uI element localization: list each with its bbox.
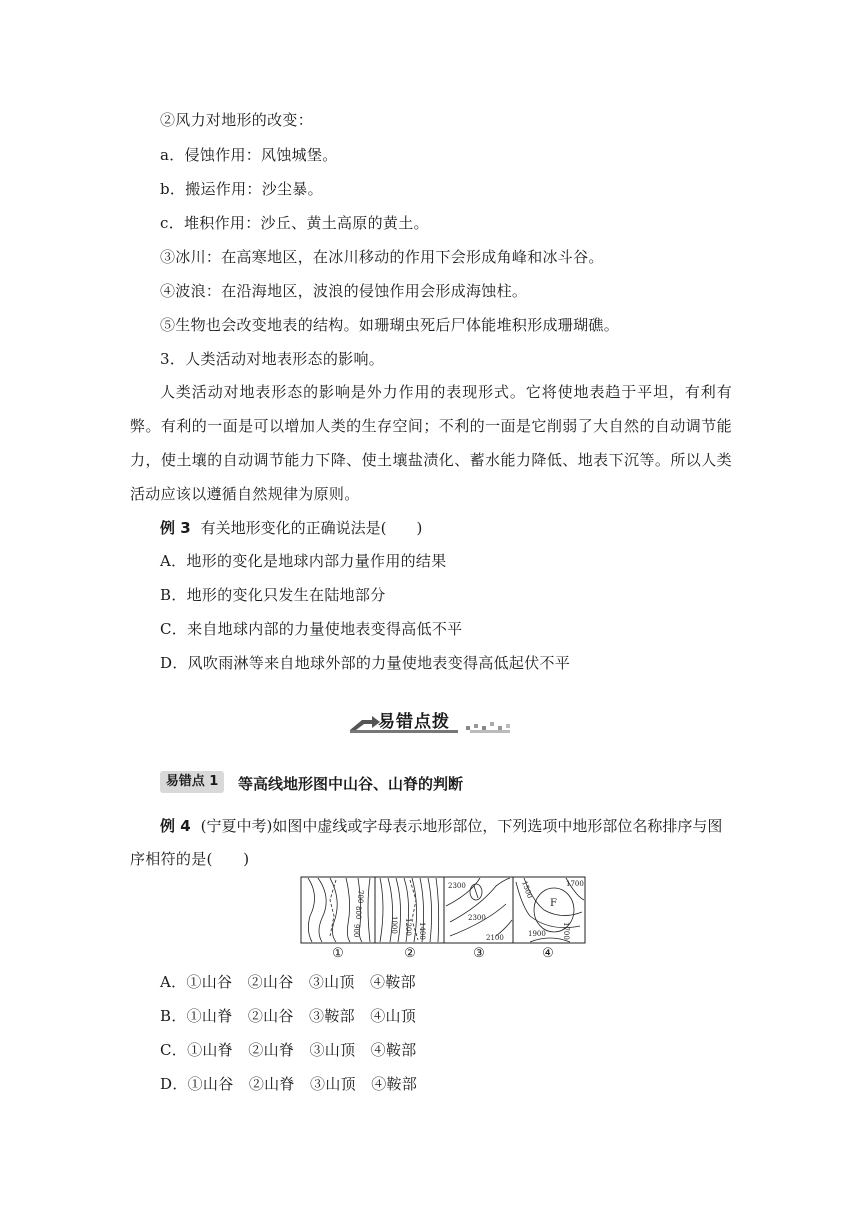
p4-label-1: 1500 [520,879,534,900]
example3-label: 例 3 [160,519,191,537]
p2-label-3: 1400 [418,922,426,940]
example4-text-line2: 序相符的是( ) [130,850,250,868]
wind-deposition-line: c．堆积作用：沙丘、黄土高原的黄土。 [160,214,429,232]
biology-line: ⑤生物也会改变地表的结构。如珊瑚虫死后尸体能堆积形成珊瑚礁。 [160,316,620,334]
mistake-title: 等高线地形图中山谷、山脊的判断 [238,775,464,793]
p4-label-5: 1700 [562,922,570,940]
p3-label-2: 2300 [468,914,486,922]
panel-label-4: ④ [542,946,554,961]
contour-map-figure [300,876,586,944]
banner-title: 易错点拨 [378,712,450,732]
p4-label-4: 1900 [528,930,546,938]
example4-option-d: D．①山谷 ②山脊 ③山顶 ④鞍部 [160,1075,418,1093]
p1-label-1: 700 [356,890,364,904]
example3-option-d: D．风吹雨淋等来自地球外部的力量使地表变得高低起伏不平 [160,654,571,672]
example3-option-c: C．来自地球内部的力量使地表变得高低不平 [160,620,463,638]
p2-label-1: 1000 [390,916,398,934]
p4-label-2: 1700 [566,880,584,888]
example3-option-b: B．地形的变化只发生在陆地部分 [160,586,386,604]
human-title: 3．人类活动对地表形态的影响。 [160,350,385,368]
example3-question [130,512,732,544]
example4-label: 例 4 [160,817,191,835]
wind-erosion-line: a．侵蚀作用：风蚀城堡。 [160,146,338,164]
p2-label-2: 1200 [404,918,412,936]
panel-label-3: ③ [473,946,485,961]
p3-label-1: 2300 [448,882,466,890]
wind-title: ②风力对地形的改变： [160,111,314,129]
glacier-line: ③冰川：在高寒地区，在冰川移动的作用下会形成角峰和冰斗谷。 [160,248,604,266]
wave-line: ④波浪：在沿海地区，波浪的侵蚀作用会形成海蚀柱。 [160,282,528,300]
p4-label-3: F [550,898,557,909]
human-paragraph: 人类活动对地表形态的影响是外力作用的表现形式。它将使地表趋于平坦，有利有弊。有利的一面是可以增加人类的生存空间；不利的一面是它削弱了大自然的自动调节能力，使土壤的自动调节能力下降、使土壤盐渍化、蓄水能力降低、地表下沉等。所以人类活动应该以遵循自然规律为原则。 [130,383,732,503]
p3-label-3: 2100 [486,934,504,942]
wind-transport-line: b．搬运作用：沙尘暴。 [160,180,323,198]
example4-question [130,810,732,842]
panel-label-2: ② [404,946,416,961]
panel-label-1: ① [332,946,344,961]
example4-option-b: B．①山脊 ②山谷 ③鞍部 ④山顶 [160,1007,417,1025]
p1-label-3: 900 [352,924,360,938]
arrow-icon [350,716,380,730]
example3-text: 有关地形变化的正确说法是( ) [200,519,423,537]
example4-text-line1: (宁夏中考)如图中虚线或字母表示地形部位，下列选项中地形部位名称排序与图 [200,817,723,835]
example3-option-a: A．地形的变化是地球内部力量作用的结果 [160,552,447,570]
example4-option-a: A．①山谷 ②山谷 ③山顶 ④鞍部 [160,973,416,991]
example4-option-c: C．①山脊 ②山脊 ③山顶 ④鞍部 [160,1041,417,1059]
mistake-tag: 易错点 1 [160,771,224,793]
p1-label-2: 800 [354,906,362,920]
